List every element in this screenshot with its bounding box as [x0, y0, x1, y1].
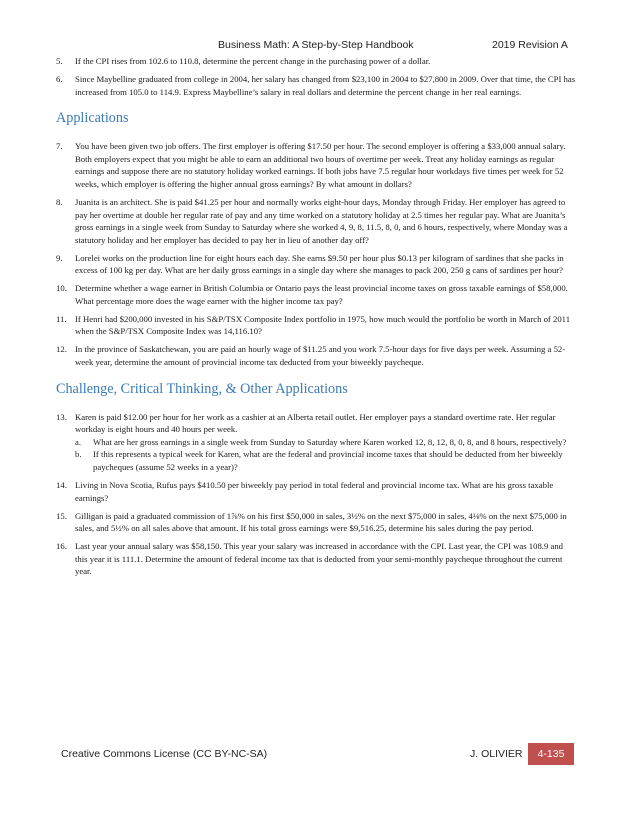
problem-number: 14. — [56, 479, 67, 490]
sub-question-text: If this represents a typical week for Karen, what are the federal and provincial income taxes that should be deducted from her biweekly paycheques (assume 52 weeks in a year)? — [93, 449, 563, 472]
section-heading-challenge: Challenge, Critical Thinking, & Other Applications — [56, 380, 348, 397]
problem-item — [56, 411, 576, 474]
problem-text: Since Maybelline graduated from college in 2004, her salary has changed from $23,100 in 2004 to $27,800 in 2009. Over that time, the CPI has increased from 105.0 to 114.9. Express Maybelline’s salary in real dollars and determine the percent change in her real earnings. — [75, 73, 576, 97]
problem-text: Last year your annual salary was $58,150. This year your salary was increased in accordance with the CPI. Last year, the CPI was 108.9 and this year it is 111.1. Determine the amount of federal income tax that is deducted from your semi-monthly paycheque throughout the current year. — [75, 541, 564, 577]
problem-text: Living in Nova Scotia, Rufus pays $410.50 per biweekly pay period in total federal and provincial income tax. What are his gross taxable earnings? — [75, 479, 554, 503]
page-footer — [0, 743, 630, 765]
section-heading-applications: Applications — [56, 110, 129, 127]
problem-number: 9. — [56, 252, 63, 263]
problem-text: You have been given two job offers. The first employer is offering $17.50 per hour. The second employer is offering a $33,000 annual salary. Both employers expect that you might be able to earn an additional two hours of overtime per week. Treat any holiday earnings as regular earnings and suppose there are no statutory holiday worked earnings. If both jobs have 7.5 regular hour workdays five times per week for 52 weeks, which employer is offering the higher annual gross earnings? By what amount in dollars? — [75, 141, 566, 189]
author-name: J. OLIVIER — [470, 748, 523, 760]
sub-question-label: b. — [75, 449, 82, 460]
sub-question — [75, 436, 576, 449]
problem-text: Juanita is an architect. She is paid $41.25 per hour and normally works eight-hour days, Monday through Friday. Her employer has agreed to pay her overtime at double her regular rate of pay and any time worked on a statutory holiday at 2.5 times her regular pay. What are Juanita’s gross earnings in a single week from Sunday to Saturday where she worked 4, 9, 8, 11.5, 8, 0, and 6 hours, respectively, where Monday was a statutory holiday and her employer has decided to pay her in lieu of another day off? — [75, 196, 568, 245]
problem-text: Determine whether a wage earner in British Columbia or Ontario pays the least provincial income taxes on gross taxable earnings of $58,000. What percentage more does the wage earner with the higher income tax pay? — [75, 283, 568, 306]
problem-item — [56, 510, 576, 535]
problem-number: 10. — [56, 283, 67, 294]
sub-question-list — [75, 436, 576, 474]
problem-text: If the CPI rises from 102.6 to 110.8, determine the percent change in the purchasing power of a dollar. — [75, 56, 431, 66]
problem-item — [56, 196, 576, 246]
page-number-badge: 4-135 — [528, 743, 574, 765]
problem-number: 6. — [56, 73, 63, 84]
problem-list-applications — [56, 140, 576, 368]
problem-list-challenge — [56, 411, 576, 578]
problem-item — [56, 55, 576, 68]
problem-item — [56, 479, 576, 504]
problem-item — [56, 540, 576, 578]
sub-question-label: a. — [75, 436, 82, 447]
problem-number: 12. — [56, 344, 67, 355]
problem-text: If Henri had $200,000 invested in his S&P/TSX Composite Index portfolio in 1975, how much would the portfolio be worth in March of 2011 when the S&P/TSX Composite Index was 14,116.10? — [75, 313, 571, 337]
problem-number: 5. — [56, 56, 63, 66]
problem-number: 16. — [56, 541, 67, 552]
problem-text: In the province of Saskatchewan, you are paid an hourly wage of $11.25 and you work 7.5-hour days for five days per week. Assuming a 52-week year, determine the amount of provincial income tax deducted from your biweekly paycheque. — [75, 344, 566, 368]
problem-item — [56, 343, 576, 368]
revision-label: 2019 Revision A — [492, 39, 568, 51]
problem-item — [56, 252, 576, 277]
problem-number: 15. — [56, 510, 67, 521]
problem-text: Gilligan is paid a graduated commission of 1⅞% on his first $50,000 in sales, 3½% on the next $75,000 in sales, 4⅛% on the next $75,000 in sales, and 5½% on all sales above that amount. If his total gross earnings were $9,516.25, determine his sales during the pay period. — [75, 510, 567, 534]
problem-item — [56, 73, 576, 98]
license-text: Creative Commons License (CC BY-NC-SA) — [61, 748, 268, 760]
problem-number: 8. — [56, 196, 63, 207]
problem-number: 13. — [56, 411, 67, 422]
page-content — [56, 55, 576, 583]
problem-text: Karen is paid $12.00 per hour for her work as a cashier at an Alberta retail outlet. Her employer pays a standard overtime rate. Her regular workday is eight hours and 40 hours per week. — [75, 411, 556, 435]
problem-item — [56, 313, 576, 338]
problem-number: 11. — [56, 313, 67, 324]
problem-list-top — [56, 55, 576, 98]
problem-text: Lorelei works on the production line for eight hours each day. She earns $9.50 per hour plus $0.13 per kilogram of sardines that she packs in excess of 100 kg per day. What are her daily gross earnings in a single day where she manages to pack 200, 250 g cans of sardines per hour? — [75, 252, 564, 276]
problem-item — [56, 140, 576, 190]
sub-question-text: What are her gross earnings in a single week from Sunday to Saturday where Karen worked 12, 8, 12, 8, 0, 8, and 8 hours, respectively? — [93, 436, 567, 447]
problem-number: 7. — [56, 141, 63, 152]
sub-question — [75, 448, 576, 473]
problem-item — [56, 282, 576, 307]
book-title: Business Math: A Step-by-Step Handbook — [218, 39, 414, 51]
